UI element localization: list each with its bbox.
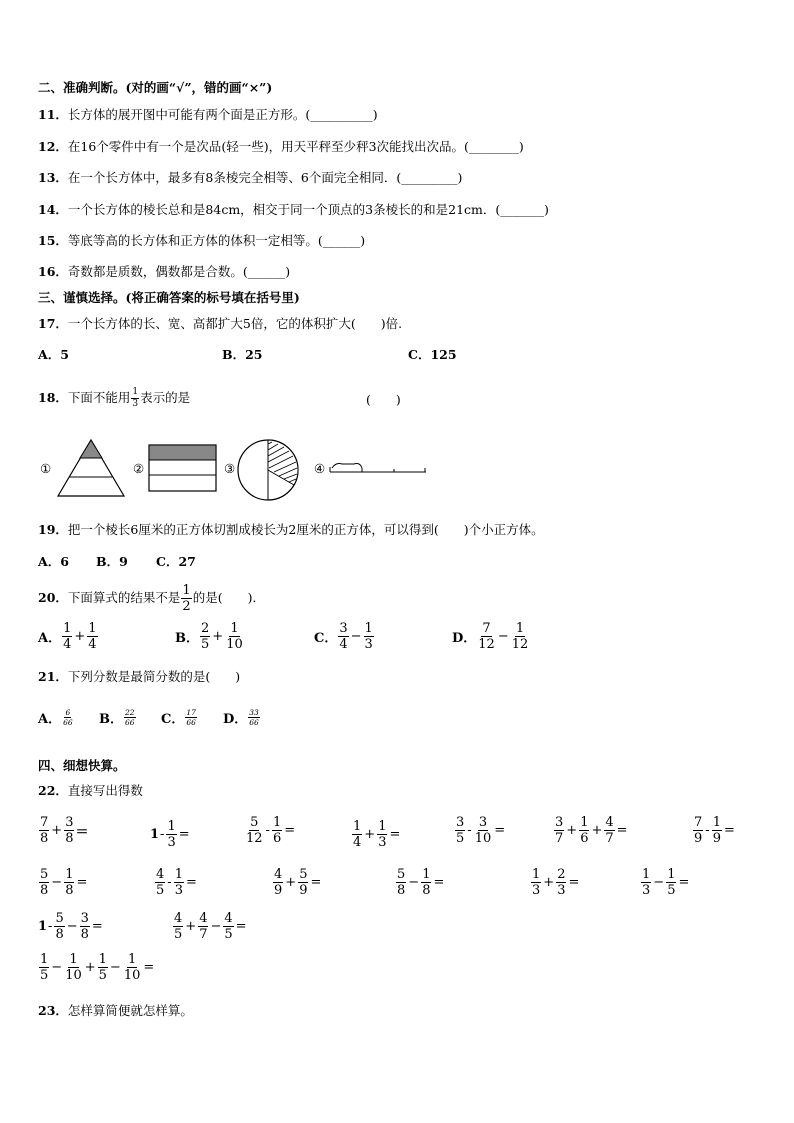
question-text: 在16个零件中有一个是次品(轻一些)，用天平秤至少秤3次能找出次品。(________) xyxy=(67,139,524,154)
question-13 xyxy=(38,168,462,186)
question-20 xyxy=(38,584,265,613)
option-c: C．27 xyxy=(156,554,196,569)
option-a: A． $\frac{6}{66}$ xyxy=(38,707,73,727)
question-number: 12． xyxy=(38,139,68,154)
option-c: C． $\frac{17}{66}$ xyxy=(161,707,196,727)
question-text: 奇数都是质数，偶数都是合数。(______) xyxy=(67,264,291,279)
question-23 xyxy=(38,1001,193,1019)
section3-heading: 三、谨慎选择。(将正确答案的标号填在括号里) xyxy=(38,290,300,305)
question-16 xyxy=(38,262,290,280)
calc-expression: $\frac{3}{7}$ + $\frac{1}{6}$ + $\frac{4}{7}$ = xyxy=(555,815,628,846)
option-c: C． $\frac{3}{4}$ − $\frac{1}{3}$ xyxy=(314,621,373,652)
question-12 xyxy=(38,137,524,155)
question-number: 17． xyxy=(38,316,68,331)
fraction: $\frac{1}{3}$ xyxy=(132,387,139,409)
option-a: A．6 xyxy=(38,554,69,569)
fraction: $\frac{1}{2}$ xyxy=(182,583,191,614)
question-text: 一个长方体的长、宽、高都扩大5倍，它的体积扩大( )倍. xyxy=(67,316,403,331)
question-number: 20． xyxy=(38,590,68,605)
question-text: 把一个棱长6厘米的正方体切割成棱长为2厘米的正方体，可以得到( )个小正方体。 xyxy=(67,522,544,537)
question-text: 长方体的展开图中可能有两个面是正方形。(__________) xyxy=(67,107,378,122)
question-number: 21． xyxy=(38,669,68,684)
calc-expression: $\frac{1}{3}$ + $\frac{2}{3}$ = xyxy=(532,867,580,898)
option-b: B．9 xyxy=(96,554,128,569)
calc-expression: $\frac{1}{5}$ − $\frac{1}{10}$ + $\frac{1}{5}$ − $\frac{1}{10}$ = xyxy=(40,952,155,983)
question-11 xyxy=(38,105,378,123)
option-c: C．125 xyxy=(408,347,457,362)
calc-expression: $\frac{4}{5}$ - $\frac{1}{3}$ = xyxy=(156,867,197,898)
question-text: 下列分数是最简分数的是( ) xyxy=(67,669,241,684)
option-b: B． $\frac{22}{66}$ xyxy=(99,707,135,727)
question-text: 表示的是 xyxy=(140,390,191,405)
question-19 xyxy=(38,520,544,538)
question-number: 15． xyxy=(38,233,68,248)
question-text: 在一个长方体中，最多有8条棱完全相等、6个面完全相同．(_________) xyxy=(67,170,463,185)
answer-blank: ( ) xyxy=(366,392,401,407)
section2-heading: 二、准确判断。(对的画“√”，错的画“×”) xyxy=(38,80,273,95)
circle-figure xyxy=(236,438,302,502)
question-text: 等底等高的长方体和正方体的体积一定相等。(______) xyxy=(67,233,366,248)
option-d: D． $\frac{33}{66}$ xyxy=(223,707,259,727)
question-18 xyxy=(38,388,190,409)
calc-expression: $\frac{1}{3}$ − $\frac{1}{5}$ = xyxy=(642,867,690,898)
calc-expression: $\frac{5}{8}$ − $\frac{1}{8}$ = xyxy=(40,867,88,898)
calc-expression: $\frac{7}{9}$ - $\frac{1}{9}$ = xyxy=(694,815,735,846)
option-b: B．25 xyxy=(222,347,263,362)
figure-label-2: ② xyxy=(133,461,145,476)
figure-label-1: ① xyxy=(40,461,52,476)
question-number: 16． xyxy=(38,264,68,279)
question-21 xyxy=(38,667,240,685)
rectangle-figure xyxy=(148,444,218,494)
figure-label-3: ③ xyxy=(224,461,236,476)
calc-expression: $\frac{5}{8}$ − $\frac{1}{8}$ = xyxy=(397,867,445,898)
number-line-figure xyxy=(328,460,428,476)
calc-expression: $\frac{4}{5}$ + $\frac{4}{7}$ − $\frac{4}{5}$ = xyxy=(174,911,247,942)
question-text: 一个长方体的棱长总和是84cm，相交于同一个顶点的3条棱长的和是21cm．(_______) xyxy=(67,202,549,217)
calc-expression: 1 - $\frac{1}{3}$ = xyxy=(150,819,190,850)
question-number: 22． xyxy=(38,783,68,798)
figure-label-4: ④ xyxy=(314,461,326,476)
option-d: D． $\frac{7}{12}$ − $\frac{1}{12}$ xyxy=(452,621,529,652)
option-b: B． $\frac{2}{5}$ + $\frac{1}{10}$ xyxy=(175,621,243,652)
question-15 xyxy=(38,231,365,249)
option-a: A． $\frac{1}{4}$ + $\frac{1}{4}$ xyxy=(38,621,97,652)
calc-expression: $\frac{3}{5}$ - $\frac{3}{10}$ = xyxy=(456,815,506,846)
question-number: 18． xyxy=(38,390,68,405)
question-17 xyxy=(38,314,402,332)
question-14 xyxy=(38,200,549,218)
question-text: 的是( )． xyxy=(192,590,265,605)
option-a: A．5 xyxy=(38,347,69,362)
triangle-figure xyxy=(56,438,126,498)
question-number: 13． xyxy=(38,170,68,185)
question-22 xyxy=(38,781,143,799)
question-number: 23． xyxy=(38,1003,68,1018)
question-text: 怎样算简便就怎样算。 xyxy=(67,1003,193,1018)
calc-expression: $\frac{4}{9}$ + $\frac{5}{9}$ = xyxy=(274,867,322,898)
calc-expression: $\frac{1}{4}$ + $\frac{1}{3}$ = xyxy=(353,819,401,850)
question-text: 下面算式的结果不是 xyxy=(67,590,181,605)
section4-heading: 四、细想快算。 xyxy=(38,758,126,773)
question-number: 14． xyxy=(38,202,68,217)
question-number: 19． xyxy=(38,522,68,537)
question-text: 下面不能用 xyxy=(67,390,131,405)
calc-expression: $\frac{7}{8}$ + $\frac{3}{8}$ ＝ xyxy=(40,815,89,846)
calc-expression: 1 - $\frac{5}{8}$ − $\frac{3}{8}$ = xyxy=(38,911,103,942)
question-text: 直接写出得数 xyxy=(67,783,143,798)
calc-expression: $\frac{5}{12}$ - $\frac{1}{6}$ = xyxy=(246,815,296,846)
question-number: 11． xyxy=(38,107,68,122)
